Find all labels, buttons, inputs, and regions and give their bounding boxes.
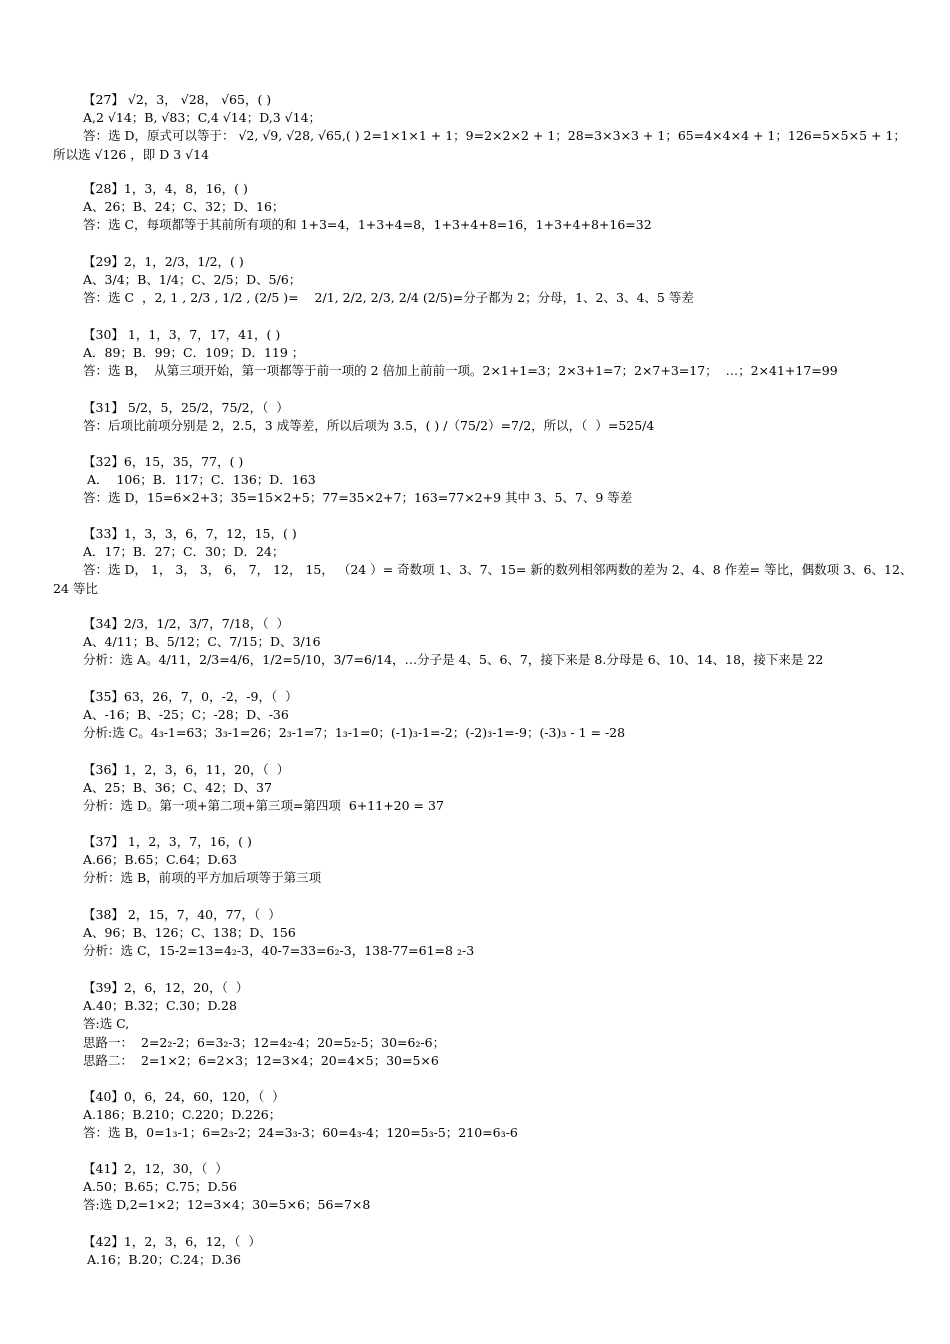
answer-options: A,2 √14；B, √83；C,4 √14；D,3 √14； — [83, 110, 322, 126]
answer-explanation: 答：选 D， 1， 3， 3， 6， 7， 12， 15， （24 ）= 奇数项 1、3、7、15= 新的数列相邻两数的差为 2、4、8 作差= 等比，偶数项 3、6、12、24 等比 — [53, 562, 913, 596]
question-28 — [83, 180, 913, 235]
solution-approach-1: 思路一： 2=2₂-2；6=3₂-3；12=4₂-4；20=5₂-5；30=6₂-6； — [83, 1034, 446, 1050]
question-stem: 【42】1，2，3，6，12，（ ） — [83, 1234, 261, 1249]
question-38 — [83, 906, 913, 961]
solution-approach-2: 思路二： 2=1×2；6=2×3；12=3×4；20=4×5；30=5×6 — [83, 1052, 439, 1068]
answer-explanation: 答：选 D，原式可以等于： √2, √9, √28, √65,( ) 2=1×1×1 + 1；9=2×2×2 + 1；28=3×3×3 + 1；65=4×4×4 + 1；126=5×5×5 + 1；所以选 √126 ，即 D 3 √14 — [53, 128, 906, 162]
answer-explanation: 答：后项比前项分别是 2，2.5，3 成等差，所以后项为 3.5，( ) /（75/2）=7/2，所以，（ ）=525/4 — [83, 418, 655, 434]
question-stem: 【30】 1，1，3，7，17，41，( ) — [83, 327, 281, 342]
question-29 — [83, 253, 913, 308]
answer-explanation: 答：选 C ，2, 1 , 2/3 , 1/2 , (2/5 )= 2/1, 2/2, 2/3, 2/4 (2/5)=分子都为 2；分母，1、2、3、4、5 等差 — [83, 290, 694, 306]
answer-options: A、4/11；B、5/12；C、7/15；D、3/16 — [83, 634, 321, 650]
question-34 — [83, 615, 913, 670]
question-stem: 【31】 5/2，5，25/2，75/2，（ ） — [83, 400, 289, 415]
answer-explanation: 答：选 C，每项都等于其前所有项的和 1+3=4，1+3+4=8，1+3+4+8=16，1+3+4+8+16=32 — [83, 217, 652, 233]
question-stem: 【35】63，26，7，0，-2，-9，（ ） — [83, 689, 298, 704]
question-stem: 【33】1，3，3，6，7，12，15，( ) — [83, 526, 297, 541]
question-36 — [83, 761, 913, 816]
answer-explanation: 分析:选 C。4₃-1=63；3₃-1=26；2₃-1=7；1₃-1=0；(-1)₃-1=-2；(-2)₃-1=-9；(-3)₃ - 1 = -28 — [83, 725, 626, 741]
question-stem: 【28】1，3，4，8，16，( ) — [83, 181, 248, 196]
question-stem: 【36】1，2，3，6，11，20，（ ） — [83, 762, 290, 777]
answer-explanation: 分析：选 C，15-2=13=4₂-3，40-7=33=6₂-3，138-77=61=8 ₂-3 — [83, 943, 475, 959]
question-41 — [83, 1160, 913, 1215]
answer-options: A、-16；B、-25；C；-28；D、-36 — [83, 707, 289, 723]
answer-explanation: 分析：选 A。4/11，2/3=4/6，1/2=5/10，3/7=6/14，…分子是 4、5、6、7，接下来是 8.分母是 6、10、14、18，接下来是 22 — [83, 652, 824, 668]
answer-options: A.16；B.20；C.24；D.36 — [83, 1252, 241, 1268]
answer-options: A． 106；B．117；C．136；D．163 — [83, 472, 316, 488]
answer-options: A、26；B、24；C、32；D、16； — [83, 199, 285, 215]
question-stem: 【38】 2，15，7，40，77，（ ） — [83, 907, 281, 922]
question-30 — [83, 326, 913, 381]
question-33 — [53, 525, 913, 598]
question-32 — [83, 453, 913, 508]
answer-options: A、3/4；B、1/4；C、2/5；D、5/6； — [83, 272, 302, 288]
answer-explanation: 答：选 D，15=6×2+3；35=15×2+5；77=35×2+7；163=77×2+9 其中 3、5、7、9 等差 — [83, 490, 633, 506]
question-42 — [83, 1233, 913, 1269]
answer-options: A.50；B.65；C.75；D.56 — [83, 1179, 237, 1195]
question-stem: 【41】2，12，30，（ ） — [83, 1161, 228, 1176]
answer-explanation: 分析：选 B，前项的平方加后项等于第三项 — [83, 870, 322, 886]
question-stem: 【34】2/3，1/2，3/7，7/18，（ ） — [83, 616, 290, 631]
question-37 — [83, 833, 913, 888]
question-stem: 【32】6，15，35，77，( ) — [83, 454, 244, 469]
question-stem: 【40】0，6，24，60，120，（ ） — [83, 1089, 285, 1104]
question-stem: 【37】 1，2，3，7，16，( ) — [83, 834, 252, 849]
answer-options: A.66；B.65；C.64；D.63 — [83, 852, 237, 868]
answer-explanation: 答:选 D,2=1×2；12=3×4；30=5×6；56=7×8 — [83, 1197, 371, 1213]
answer-options: A．89；B．99；C．109；D．119 ； — [83, 345, 305, 361]
answer-options: A．17；B．27；C．30；D．24； — [83, 544, 285, 560]
answer-explanation: 答：选 B，0=1₃-1；6=2₃-2；24=3₃-3；60=4₃-4；120=5₃-5；210=6₃-6 — [83, 1125, 518, 1141]
question-stem: 【29】2，1，2/3，1/2，( ) — [83, 254, 244, 269]
question-40 — [83, 1088, 913, 1143]
question-27 — [53, 91, 913, 164]
answer-explanation: 答：选 B， 从第三项开始，第一项都等于前一项的 2 倍加上前前一项。2×1+1=3；2×3+1=7；2×7+3=17； …；2×41+17=99 — [83, 363, 838, 379]
question-35 — [83, 688, 913, 743]
answer-explanation: 答:选 C, — [83, 1016, 130, 1032]
question-stem: 【39】2，6，12，20，（ ） — [83, 980, 249, 995]
answer-options: A、25；B、36；C、42；D、37 — [83, 780, 272, 796]
answer-options: A、96；B、126；C、138；D、156 — [83, 925, 296, 941]
question-39 — [83, 979, 913, 1070]
answer-explanation: 分析：选 D。第一项+第二项+第三项=第四项 6+11+20 = 37 — [83, 798, 444, 814]
answer-options: A.186；B.210；C.220；D.226； — [83, 1107, 282, 1123]
question-31 — [83, 399, 913, 435]
question-stem: 【27】 √2，3， √28， √65，( ) — [83, 92, 272, 107]
answer-options: A.40；B.32；C.30；D.28 — [83, 998, 237, 1014]
